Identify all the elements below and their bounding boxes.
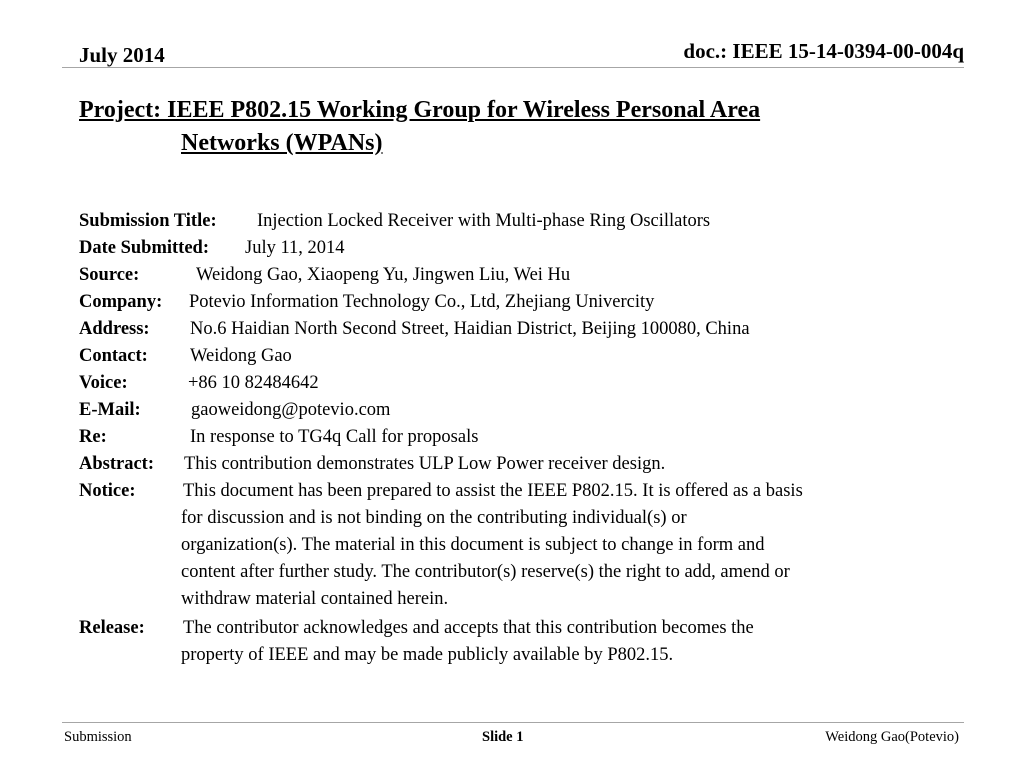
footer-rule xyxy=(62,722,964,723)
notice-line: content after further study. The contributor(s) reserve(s) the right to add, amend or xyxy=(181,562,790,582)
re-label: Re: xyxy=(79,427,107,447)
company-value: Potevio Information Technology Co., Ltd, Zhejiang Univercity xyxy=(189,292,655,312)
notice-label: Notice: xyxy=(79,481,136,501)
contact-row xyxy=(0,345,1024,372)
email-row xyxy=(0,399,1024,426)
abstract-label: Abstract: xyxy=(79,454,155,474)
header-doc-id: doc.: IEEE 15-14-0394-00-004q xyxy=(683,39,964,63)
contact-label: Contact: xyxy=(79,346,148,366)
footer-slide-number: Slide 1 xyxy=(482,729,524,745)
project-title-line-2: Networks (WPANs) xyxy=(181,130,383,156)
submission-title-label: Submission Title: xyxy=(79,211,217,231)
header-date: July 2014 xyxy=(79,43,165,67)
release-line: The contributor acknowledges and accepts that this contribution becomes the xyxy=(183,618,754,638)
header-rule xyxy=(62,67,964,68)
submission-title-value: Injection Locked Receiver with Multi-phase Ring Oscillators xyxy=(257,211,711,231)
date-submitted-row xyxy=(0,237,1024,264)
re-value: In response to TG4q Call for proposals xyxy=(190,427,479,447)
date-submitted-value: July 11, 2014 xyxy=(245,238,345,258)
footer-submission: Submission xyxy=(64,729,132,745)
source-row xyxy=(0,264,1024,291)
contact-value: Weidong Gao xyxy=(190,346,292,366)
project-title-line-1: Project: IEEE P802.15 Working Group for Wireless Personal Area xyxy=(79,97,761,123)
release-line: property of IEEE and may be made publicly available by P802.15. xyxy=(181,645,674,665)
source-value: Weidong Gao, Xiaopeng Yu, Jingwen Liu, Wei Hu xyxy=(196,265,571,285)
voice-row xyxy=(0,372,1024,399)
email-value[interactable]: gaoweidong@potevio.com xyxy=(191,400,391,420)
notice-line: organization(s). The material in this document is subject to change in form and xyxy=(181,535,765,555)
address-row xyxy=(0,318,1024,345)
company-label: Company: xyxy=(79,292,163,312)
company-row xyxy=(0,291,1024,318)
notice-row xyxy=(0,480,1024,507)
email-label: E-Mail: xyxy=(79,400,141,420)
footer-author: Weidong Gao(Potevio) xyxy=(825,729,959,745)
release-label: Release: xyxy=(79,618,145,638)
notice-line: withdraw material contained herein. xyxy=(181,589,449,609)
voice-label: Voice: xyxy=(79,373,128,393)
address-value: No.6 Haidian North Second Street, Haidian District, Beijing 100080, China xyxy=(190,319,750,339)
notice-line: for discussion and is not binding on the contributing individual(s) or xyxy=(181,508,687,528)
abstract-value: This contribution demonstrates ULP Low Power receiver design. xyxy=(184,454,666,474)
date-submitted-label: Date Submitted: xyxy=(79,238,210,258)
notice-line: This document has been prepared to assist the IEEE P802.15. It is offered as a basis xyxy=(183,481,803,501)
re-row xyxy=(0,426,1024,453)
release-row xyxy=(0,617,1024,644)
address-label: Address: xyxy=(79,319,150,339)
abstract-row xyxy=(0,453,1024,480)
source-label: Source: xyxy=(79,265,140,285)
submission-title-row xyxy=(0,210,1024,237)
voice-value: +86 10 82484642 xyxy=(188,373,319,393)
